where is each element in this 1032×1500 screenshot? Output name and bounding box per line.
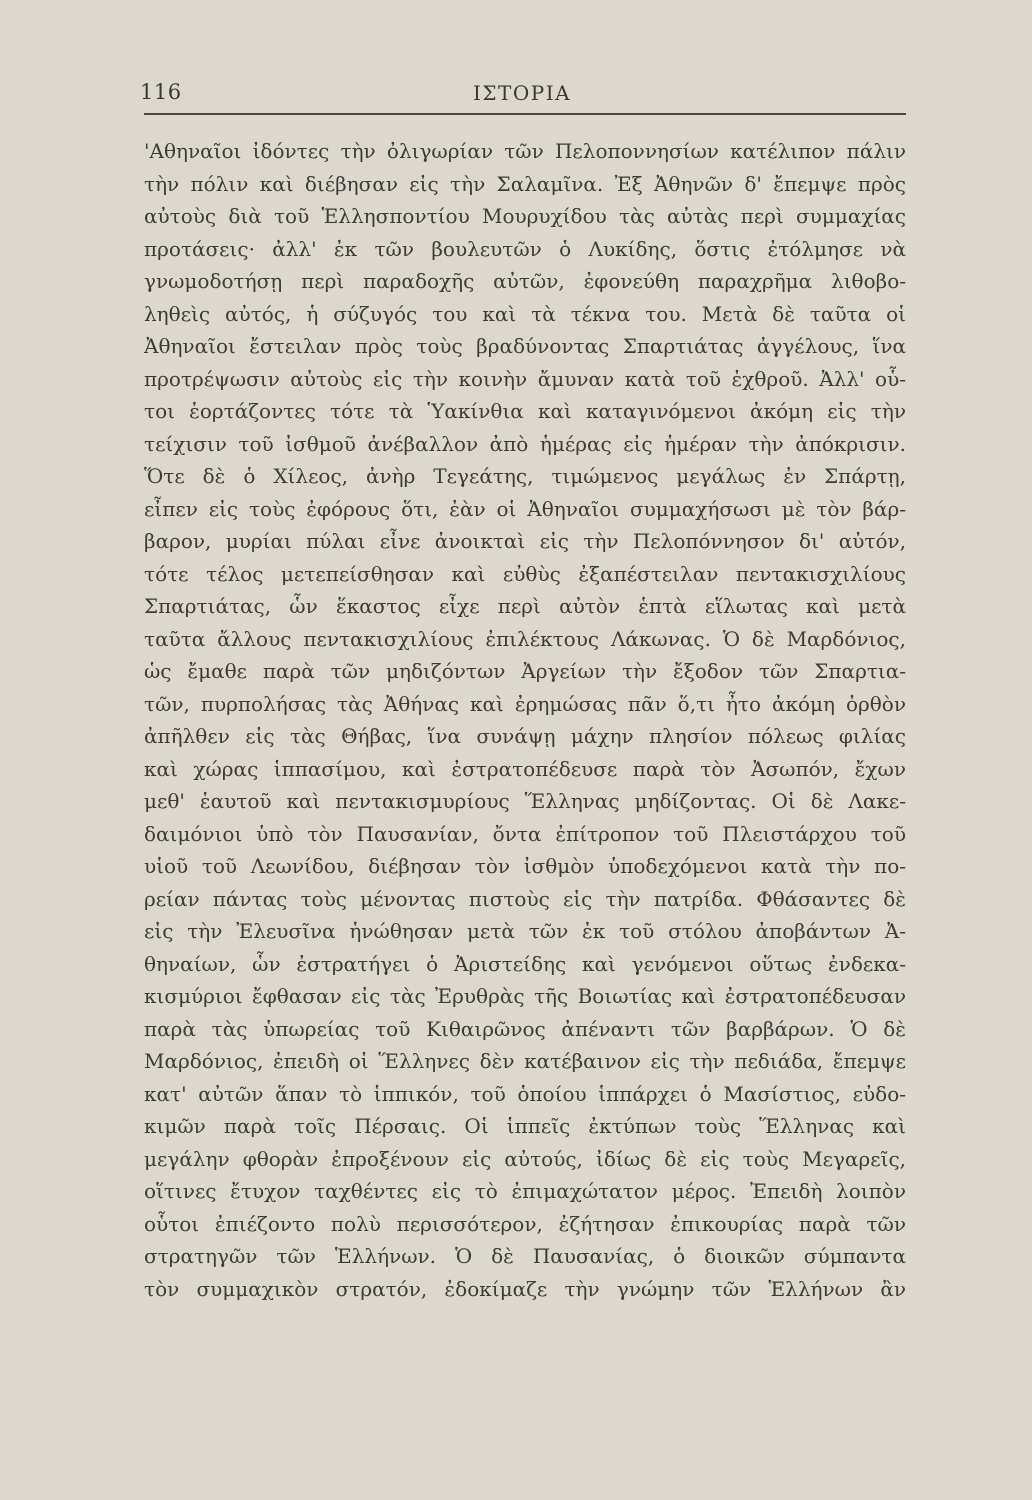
text-line: στρατηγῶν τῶν Ἑλλήνων. Ὁ δὲ Παυσανίας, ὁ διοικῶν σύμπαντα xyxy=(144,1244,906,1268)
text-line: 'Αθηναῖοι ἰδόντες τὴν ὀλιγωρίαν τῶν Πελοποννησίων κατέλιπον πάλιν xyxy=(144,139,906,163)
text-line: δαιμόνιοι ὑπὸ τὸν Παυσανίαν, ὄντα ἐπίτροπον τοῦ Πλειστάρχου τοῦ xyxy=(144,821,906,846)
text-line: γνωμοδοτήσῃ περὶ παραδοχῆς αὐτῶν, ἐφονεύθη παραχρῆμα λιθοβο- xyxy=(144,269,906,293)
text-line: ἀπῆλθεν εἰς τὰς Θήβας, ἵνα συνάψῃ μάχην πλησίον πόλεως φιλίας xyxy=(144,724,906,748)
text-line: παρὰ τὰς ὑπωρείας τοῦ Κιθαιρῶνος ἀπέναντι τῶν βαρβάρων. Ὁ δὲ xyxy=(144,1016,906,1041)
text-line: προτάσεις· ἀλλ' ἐκ τῶν βουλευτῶν ὁ Λυκίδης, ὅστις ἐτόλμησε νὰ xyxy=(144,236,906,261)
text-line: ὡς ἔμαθε παρὰ τῶν μηδιζόντων Ἀργείων τὴν ἔξοδον τῶν Σπαρτια- xyxy=(144,659,906,683)
text-line: τοι ἑορτάζοντες τότε τὰ Ὑακίνθια καὶ καταγινόμενοι ἀκόμη εἰς τὴν xyxy=(144,399,906,423)
text-line: Ἀθηναῖοι ἔστειλαν πρὸς τοὺς βραδύνοντας Σπαρτιάτας ἀγγέλους, ἵνα xyxy=(144,334,906,358)
text-line: μεγάλην φθορὰν ἐπροξένουν εἰς αὐτούς, ἰδίως δὲ εἰς τοὺς Μεγαρεῖς, xyxy=(144,1146,906,1171)
text-line: Ὅτε δὲ ὁ Χίλεος, ἀνὴρ Τεγεάτης, τιμώμενος μεγάλως ἐν Σπάρτῃ, xyxy=(144,464,906,488)
text-line: κατ' αὐτῶν ἅπαν τὸ ἱππικόν, τοῦ ὁποίου ἱππάρχει ὁ Μασίστιος, εὐδο- xyxy=(144,1081,906,1106)
text-line: κισμύριοι ἔφθασαν εἰς τὰς Ἐρυθρὰς τῆς Βοιωτίας καὶ ἐστρατοπέδευσαν xyxy=(144,984,906,1008)
text-line: οἵτινες ἔτυχον ταχθέντες εἰς τὸ ἐπιμαχώτατον μέρος. Ἐπειδὴ λοιπὸν xyxy=(144,1179,906,1203)
text-line: βαρον, μυρίαι πύλαι εἶνε ἀνοικταὶ εἰς τὴν Πελοπόννησον δι' αὐτόν, xyxy=(144,529,906,553)
text-line: εἰς τὴν Ἐλευσῖνα ἡνώθησαν μετὰ τῶν ἐκ τοῦ στόλου ἀποβάντων Ἀ- xyxy=(144,919,906,943)
page-header xyxy=(137,80,907,112)
text-line: υἱοῦ τοῦ Λεωνίδου, διέβησαν τὸν ἰσθμὸν ὑποδεχόμενοι κατὰ τὴν πο- xyxy=(144,854,906,878)
header-rule xyxy=(144,113,906,115)
text-line: Μαρδόνιος, ἐπειδὴ οἱ Ἕλληνες δὲν κατέβαινον εἰς τὴν πεδιάδα, ἔπεμψε xyxy=(144,1049,906,1073)
text-line: Σπαρτιάτας, ὧν ἕκαστος εἶχε περὶ αὐτὸν ἑπτὰ εἵλωτας καὶ μετὰ xyxy=(144,594,906,618)
text-line: ρείαν πάντας τοὺς μένοντας πιστοὺς εἰς τὴν πατρίδα. Φθάσαντες δὲ xyxy=(144,886,906,911)
text-line: μεθ' ἑαυτοῦ καὶ πεντακισμυρίους Ἕλληνας μηδίζοντας. Οἱ δὲ Λακε- xyxy=(144,789,906,813)
text-line: τὸν συμμαχικὸν στρατόν, ἐδοκίμαζε τὴν γνώμην τῶν Ἑλλήνων ἂν xyxy=(144,1276,906,1301)
text-line: οὗτοι ἐπιέζοντο πολὺ περισσότερον, ἐζήτησαν ἐπικουρίας παρὰ τῶν xyxy=(144,1211,906,1236)
text-line: θηναίων, ὧν ἐστρατήγει ὁ Ἀριστείδης καὶ γενόμενοι οὕτως ἐνδεκα- xyxy=(144,951,906,976)
text-line: εἶπεν εἰς τοὺς ἐφόρους ὅτι, ἐὰν οἱ Ἀθηναῖοι συμμαχήσωσι μὲ τὸν βάρ- xyxy=(144,496,906,521)
body-text xyxy=(144,135,906,1305)
text-line: καὶ χώρας ἱππασίμου, καὶ ἐστρατοπέδευσε παρὰ τὸν Ἀσωπόν, ἔχων xyxy=(144,756,906,781)
text-line: αὐτοὺς διὰ τοῦ Ἑλλησποντίου Μουρυχίδου τὰς αὐτὰς περὶ συμμαχίας xyxy=(144,204,906,228)
running-head: ΙΣΤΟΡΙΑ xyxy=(472,81,572,105)
text-line: ταῦτα ἄλλους πεντακισχιλίους ἐπιλέκτους Λάκωνας. Ὁ δὲ Μαρδόνιος, xyxy=(144,626,906,651)
text-line: προτρέψωσιν αὐτοὺς εἰς τὴν κοινὴν ἄμυναν κατὰ τοῦ ἐχθροῦ. Ἀλλ' οὗ- xyxy=(144,366,906,391)
text-line: ληθεὶς αὐτός, ἡ σύζυγός του καὶ τὰ τέκνα του. Μετὰ δὲ ταῦτα οἱ xyxy=(144,301,906,326)
text-line: τὴν πόλιν καὶ διέβησαν εἰς τὴν Σαλαμῖνα. Ἐξ Ἀθηνῶν δ' ἔπεμψε πρὸς xyxy=(144,171,906,196)
text-line: τότε τέλος μετεπείσθησαν καὶ εὐθὺς ἐξαπέστειλαν πεντακισχιλίους xyxy=(144,561,906,586)
text-line: τῶν, πυρπολήσας τὰς Ἀθήνας καὶ ἐρημώσας πᾶν ὅ,τι ἦτο ἀκόμη ὀρθὸν xyxy=(144,691,906,716)
page-number: 116 xyxy=(140,80,182,104)
text-line: κιμῶν παρὰ τοῖς Πέρσαις. Οἱ ἱππεῖς ἐκτύπων τοὺς Ἕλληνας καὶ xyxy=(144,1114,906,1138)
text-line: τείχισιν τοῦ ἰσθμοῦ ἀνέβαλλον ἀπὸ ἡμέρας εἰς ἡμέραν τὴν ἀπόκρισιν. xyxy=(144,431,906,456)
